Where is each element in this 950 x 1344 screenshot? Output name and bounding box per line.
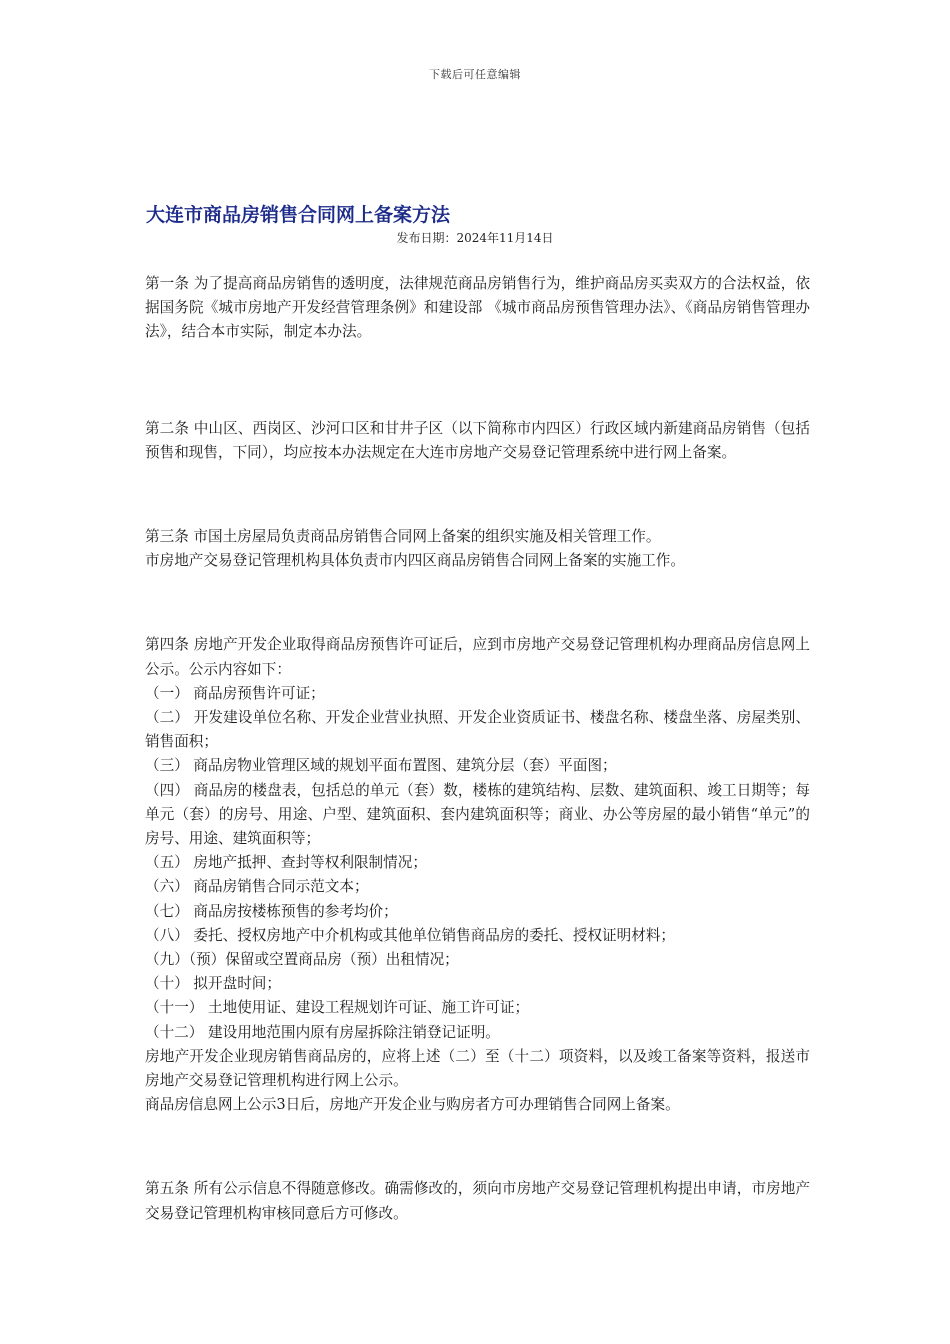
article-paragraph: 商品房信息网上公示3日后，房地产开发企业与购房者方可办理销售合同网上备案。 (145, 1096, 680, 1114)
list-item: （八） 委托、授权房地产中介机构或其他单位销售商品房的委托、授权证明材料； (145, 926, 676, 944)
list-item: （十二） 建设用地范围内原有房屋拆除注销登记证明。 (145, 1023, 500, 1041)
document-title: 大连市商品房销售合同网上备案方法 (146, 204, 451, 226)
article-1 (145, 272, 810, 345)
article-paragraph: 第二条 中山区、西岗区、沙河口区和甘井子区（以下简称市内四区）行政区域内新建商品房销售（包括预售和现售，下同），均应按本办法规定在大连市房地产交易登记管理系统中进行网上备案。 (145, 419, 810, 461)
publish-date: 发布日期：2024年11月14日 (396, 231, 554, 245)
document-body (145, 272, 810, 1298)
article-3 (145, 525, 810, 573)
article-paragraph: 房地产开发企业现房销售商品房的，应将上述（二）至（十二）项资料，以及竣工备案等资料，报送市房地产交易登记管理机构进行网上公示。 (145, 1047, 810, 1090)
article-paragraph: 第一条 为了提高商品房销售的透明度，法律规范商品房销售行为，维护商品房买卖双方的合法权益，依据国务院《城市房地产开发经营管理条例》和建设部 《城市商品房预售管理办法》、《商品房销售管理办法》，结合本市实际，制定本办法。 (145, 275, 810, 341)
article-paragraph: 市房地产交易登记管理机构具体负责市内四区商品房销售合同网上备案的实施工作。 (145, 552, 685, 570)
article-paragraph: 第三条 市国土房屋局负责商品房销售合同网上备案的组织实施及相关管理工作。 (145, 528, 661, 546)
article-paragraph: 第五条 所有公示信息不得随意修改。确需修改的，须向市房地产交易登记管理机构提出申请，市房地产交易登记管理机构审核同意后方可修改。 (145, 1180, 810, 1222)
list-item: （五） 房地产抵押、查封等权利限制情况； (145, 854, 427, 872)
article-4 (145, 633, 810, 1117)
list-item: （四） 商品房的楼盘表，包括总的单元（套）数，楼栋的建筑结构、层数、建筑面积、竣工日期等；每单元（套）的房号、用途、户型、建筑面积、套内建筑面积等；商业、办公等房屋的最小销售“单元”的房号、用途、建筑面积等； (145, 781, 810, 848)
list-item: （十一） 土地使用证、建设工程规划许可证、施工许可证； (145, 999, 530, 1017)
list-item: （三） 商品房物业管理区域的规划平面布置图、建筑分层（套）平面图； (145, 757, 617, 775)
list-item: （十） 拟开盘时间； (145, 975, 281, 993)
list-item: （六） 商品房销售合同示范文本； (145, 878, 369, 896)
article-2 (145, 417, 810, 465)
list-item: （七） 商品房按楼栋预售的参考均价； (145, 902, 398, 920)
list-item: （一） 商品房预售许可证； (145, 684, 325, 702)
list-item: （九）（预）保留或空置商品房（预）出租情况； (145, 951, 459, 969)
article-5 (145, 1177, 810, 1225)
list-item: （二） 开发建设单位名称、开发企业营业执照、开发企业资质证书、楼盘名称、楼盘坐落、房屋类别、销售面积； (145, 709, 810, 751)
page-header-note: 下载后可任意编辑 (429, 68, 521, 81)
article-paragraph: 第四条 房地产开发企业取得商品房预售许可证后，应到市房地产交易登记管理机构办理商品房信息网上公示。公示内容如下： (145, 636, 810, 678)
